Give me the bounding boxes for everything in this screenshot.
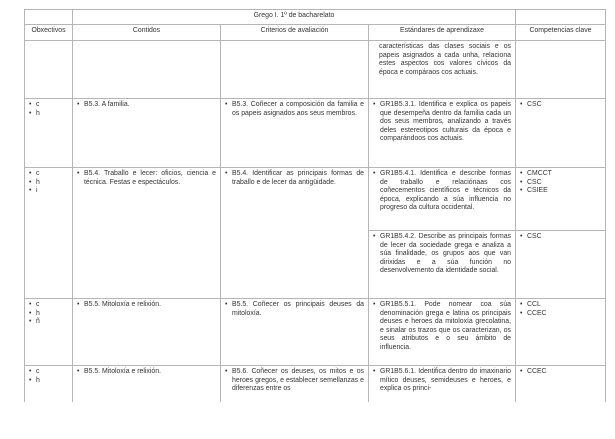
table-row	[25, 366, 606, 402]
obxectivo-item: • c	[29, 368, 68, 377]
estandar-cell	[369, 168, 516, 231]
contido-item: • B5.5. Mitoloxía e relixión.	[77, 368, 216, 377]
obxectivo-item: • c	[29, 101, 68, 110]
contido-item: • B5.3. A familia.	[77, 101, 216, 110]
estandar-cell	[369, 299, 516, 366]
title-row	[25, 10, 606, 25]
competencias-cell	[516, 41, 606, 99]
competencia-item: • CSC	[520, 233, 601, 242]
contido-cell	[73, 366, 221, 402]
criterio-cell	[221, 299, 369, 366]
estandar-cell	[369, 99, 516, 168]
obxectivo-item: • c	[29, 301, 68, 310]
criterio-cell	[221, 41, 369, 99]
obxectivos-cell	[25, 299, 73, 366]
estandar-item: • GR1B5.4.2. Describe as principais formas de lecer da sociedade grega e analiza a súa finalidade, os grupos aos que van dirixidas e a súa función no desenvolvemento da identidade social.	[373, 233, 511, 276]
estandar-text: características das clases sociais e os papeis asignados a cada unha, relaciona estes aspectos cos valores cívicos da época e compáraos cos actuais.	[379, 43, 511, 76]
obxectivos-cell	[25, 168, 73, 299]
estandar-item: • GR1B5.6.1. Identifica dentro do imaxinario mítico deuses, semideuses e heroes, e explica os princi-	[373, 368, 511, 394]
competencias-cell	[516, 99, 606, 168]
table-row	[25, 41, 606, 99]
obxectivo-item: • ñ	[29, 318, 68, 327]
table-row	[25, 168, 606, 231]
competencia-item: • CCL	[520, 301, 601, 310]
estandar-cell	[369, 231, 516, 299]
contido-item: • B5.4. Traballo e lecer: oficios, ciencia e técnica. Festas e espectáculos.	[77, 170, 216, 187]
competencia-item: • CCEC	[520, 368, 601, 377]
contido-cell	[73, 99, 221, 168]
competencias-cell	[516, 168, 606, 231]
contido-cell	[73, 299, 221, 366]
obxectivo-item: • h	[29, 377, 68, 386]
competencia-item: • CSC	[520, 179, 601, 188]
criterio-cell	[221, 366, 369, 402]
title-spacer-left	[25, 10, 73, 25]
obxectivo-item: • h	[29, 110, 68, 119]
table-title: Grego I. 1º de bacharelato	[73, 10, 516, 25]
competencias-cell	[516, 366, 606, 402]
criterio-item: • B5.6. Coñecer os deuses, os mitos e os heroes gregos, e establecer semellanzas e diferenzas entre os	[225, 368, 364, 394]
contido-cell	[73, 41, 221, 99]
curriculum-table	[24, 9, 606, 402]
obxectivos-cell	[25, 99, 73, 168]
header-obxectivos: Obxectivos	[25, 25, 73, 41]
header-contidos: Contidos	[73, 25, 221, 41]
obxectivo-item: • h	[29, 310, 68, 319]
criterio-cell	[221, 99, 369, 168]
header-competencias: Competencias clave	[516, 25, 606, 41]
obxectivo-item: • h	[29, 179, 68, 188]
criterio-cell	[221, 168, 369, 299]
criterio-item: • B5.3. Coñecer a composición da familia e os papeis asignados aos seus membros.	[225, 101, 364, 118]
criterio-item: • B5.5. Coñecer os principais deuses da mitoloxía.	[225, 301, 364, 318]
contido-item: • B5.5. Mitoloxía e relixión.	[77, 301, 216, 310]
obxectivo-item: • i	[29, 187, 68, 196]
estandar-item: • GR1B5.3.1. Identifica e explica os papeis que desempeña dentro da familia cada un dos seus membros, analizando a través deles estereotipos culturais da época e comparándoos cos actuais.	[373, 101, 511, 144]
title-spacer-right	[516, 10, 606, 25]
obxectivos-cell	[25, 41, 73, 99]
table-row	[25, 99, 606, 168]
competencia-item: • CMCCT	[520, 170, 601, 179]
estandar-item: • GR1B5.5.1. Pode nomear coa súa denominación grega e latina os principais deuses e heroes da mitoloxía grecolatina, e sinalar os trazos que os caracterizan, os seus atributos e o seu ámbito de influencia.	[373, 301, 511, 352]
contido-cell	[73, 168, 221, 299]
estandar-item: • GR1B5.4.1. Identifica e describe formas de traballo e relaciónaas cos coñecementos científicos e técnicos da época, explicando a súa influencia no progreso da cultura occidental.	[373, 170, 511, 213]
header-estandares: Estándares de aprendizaxe	[369, 25, 516, 41]
estandar-cell	[369, 41, 516, 99]
obxectivo-item: • c	[29, 170, 68, 179]
competencias-cell	[516, 231, 606, 299]
criterio-item: • B5.4. Identificar as principais formas de traballo e de lecer da antigüidade.	[225, 170, 364, 187]
competencia-item: • CSC	[520, 101, 601, 110]
competencia-item: • CSIEE	[520, 187, 601, 196]
competencia-item: • CCEC	[520, 310, 601, 319]
estandar-cell	[369, 366, 516, 402]
obxectivos-cell	[25, 366, 73, 402]
table-row	[25, 299, 606, 366]
header-criterios: Criterios de avaliación	[221, 25, 369, 41]
competencias-cell	[516, 299, 606, 366]
header-row	[25, 25, 606, 41]
